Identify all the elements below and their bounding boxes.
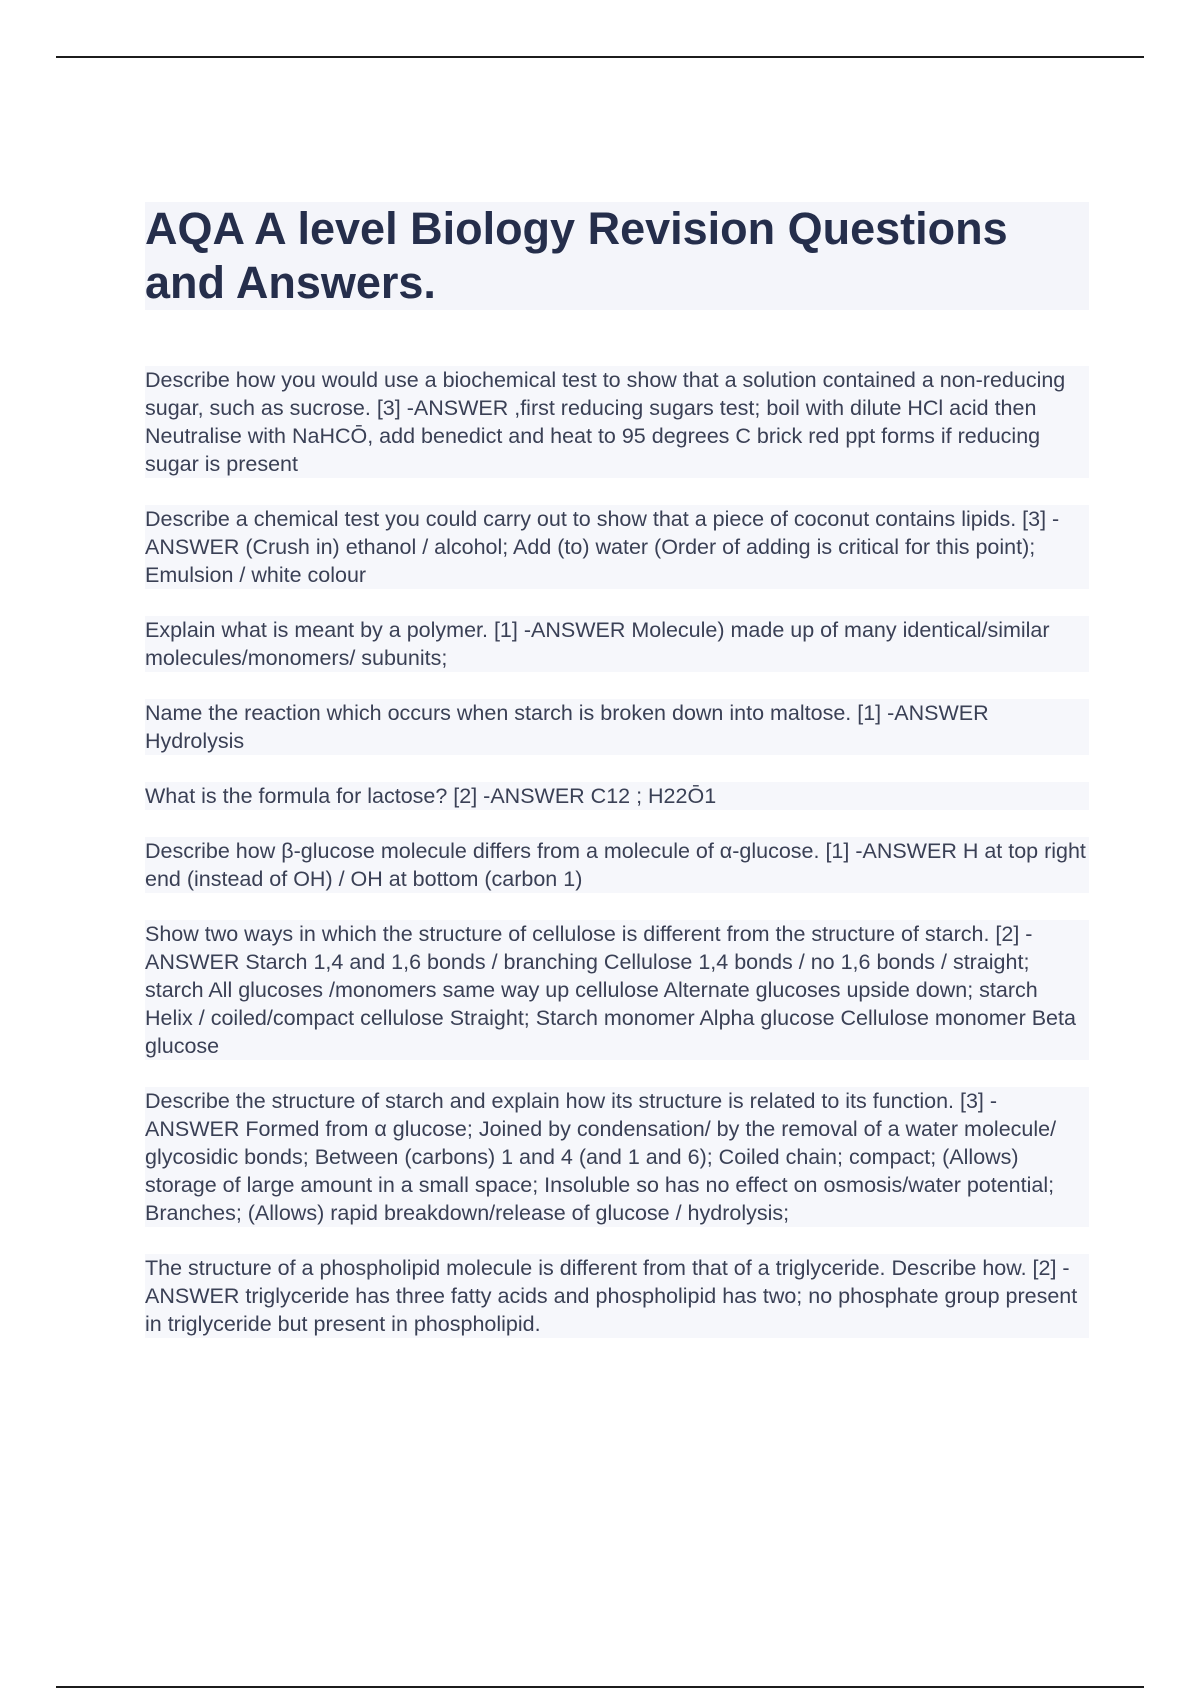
qa-item: Describe the structure of starch and explain how its structure is related to its function. [3] -ANSWER Formed from α glucose; Joined by condensation/ by the removal of a water molecule/ glycosidic bonds; Between (carbons) 1 and 4 (and 1 and 6); Coiled chain; compact; (Allows) storage of large amount in a small space; Insoluble so has no effect on osmosis/water potential; Branches; (Allows) rapid breakdown/release of glucose / hydrolysis; (145, 1087, 1089, 1227)
qa-item: What is the formula for lactose? [2] -ANSWER C12 ; H22Ō1 (145, 782, 1089, 810)
qa-list (145, 366, 1089, 1365)
qa-item: Describe a chemical test you could carry out to show that a piece of coconut contains lipids. [3] -ANSWER (Crush in) ethanol / alcohol; Add (to) water (Order of adding is critical for this point); Emulsion / white colour (145, 505, 1089, 589)
qa-item: The structure of a phospholipid molecule is different from that of a triglyceride. Describe how. [2] -ANSWER triglyceride has three fatty acids and phospholipid has two; no phosphate group present in triglyceride but present in phospholipid. (145, 1254, 1089, 1338)
page-title: AQA A level Biology Revision Questions and Answers. (145, 203, 1008, 308)
qa-item: Show two ways in which the structure of cellulose is different from the structure of starch. [2] -ANSWER Starch 1,4 and 1,6 bonds / branching Cellulose 1,4 bonds / no 1,6 bonds / straight; starch All glucoses /monomers same way up cellulose Alternate glucoses upside down; starch Helix / coiled/compact cellulose Straight; Starch monomer Alpha glucose Cellulose monomer Beta glucose (145, 920, 1089, 1060)
qa-item: Name the reaction which occurs when starch is broken down into maltose. [1] -ANSWER Hydrolysis (145, 699, 1089, 755)
title-block (145, 202, 1089, 310)
top-rule (56, 56, 1144, 58)
qa-item: Explain what is meant by a polymer. [1] -ANSWER Molecule) made up of many identical/similar molecules/monomers/ subunits; (145, 616, 1089, 672)
qa-item: Describe how β-glucose molecule differs from a molecule of α-glucose. [1] -ANSWER H at top right end (instead of OH) / OH at bottom (carbon 1) (145, 837, 1089, 893)
qa-item: Describe how you would use a biochemical test to show that a solution contained a non-reducing sugar, such as sucrose. [3] -ANSWER ,first reducing sugars test; boil with dilute HCl acid then Neutralise with NaHCŌ, add benedict and heat to 95 degrees C brick red ppt forms if reducing sugar is present (145, 366, 1089, 478)
bottom-rule (56, 1686, 1144, 1688)
